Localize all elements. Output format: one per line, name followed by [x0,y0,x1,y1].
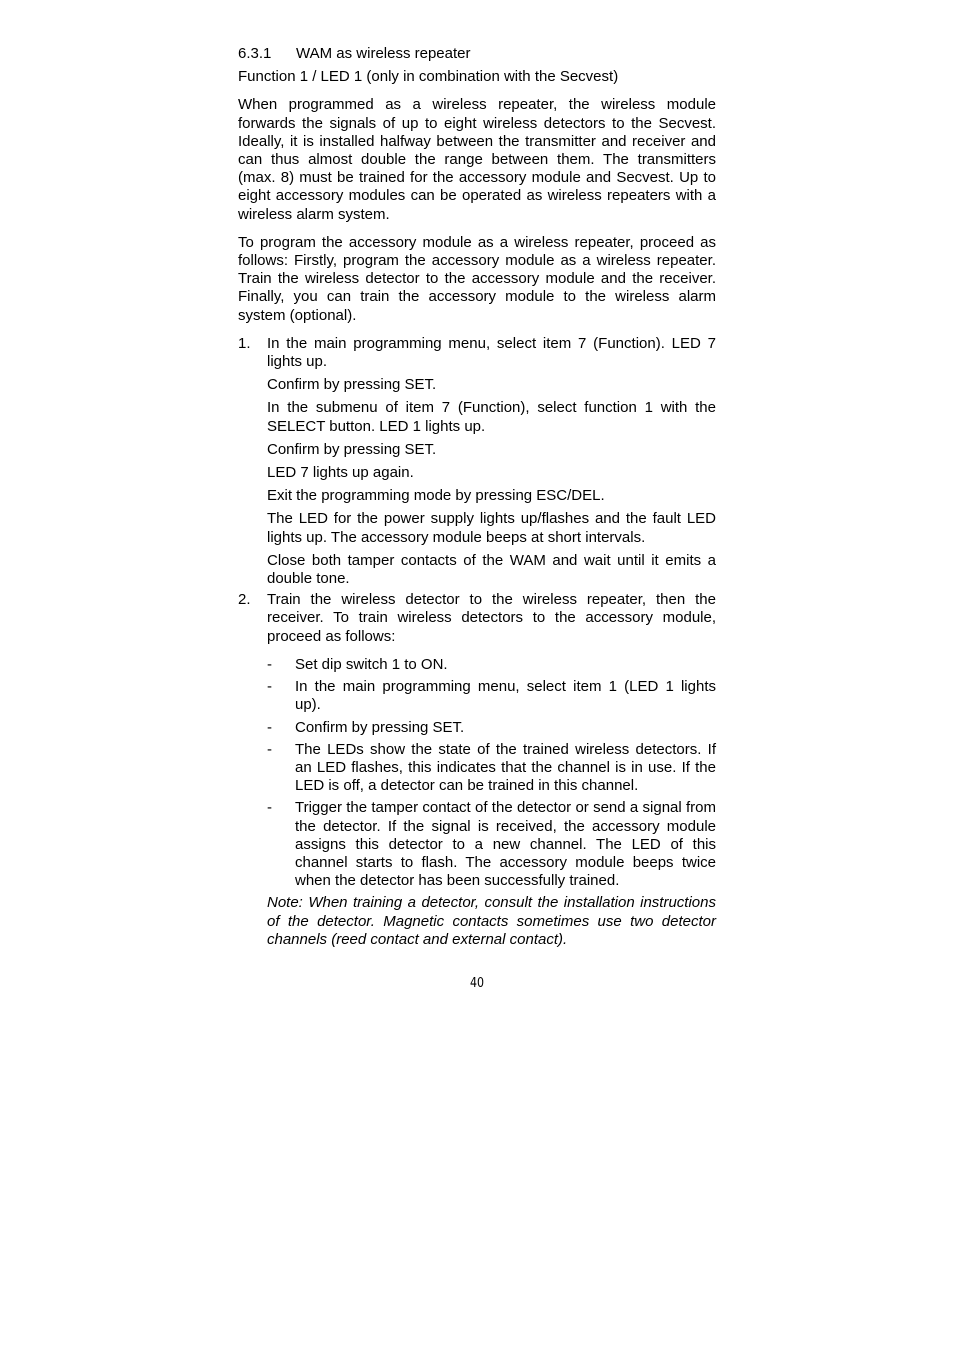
step-number: 1. [238,334,251,352]
dash-bullet: - [267,740,272,758]
page-number: 40 [469,976,485,991]
section-heading [238,45,716,63]
step-2 [238,591,716,949]
step-1-line: The LED for the power supply lights up/flashes and the fault LED lights up. The accessory module beeps at short intervals. [267,510,716,546]
step-1-line: Confirm by pressing SET. [267,440,437,458]
section-title: WAM as wireless repeater [296,45,471,62]
training-note: Note: When training a detector, consult the installation instructions of the detector. Magnetic contacts sometimes use two detector channels (reed contact and external contact). [267,894,716,948]
intro-paragraph: When programmed as a wireless repeater, the wireless module forwards the signals of up to eight wireless detectors to the Secvest. Ideally, it is installed halfway between the transmitter and receiver and can thus almost double the range between them. The transmitters (max. 8) must be trained for the accessory module and Secvest. Up to eight accessory modules can be operated as wireless repeaters with a wireless alarm system. [238,96,716,223]
step-number: 2. [238,591,251,609]
sub-step-text: The LEDs show the state of the trained wireless detectors. If an LED flashes, this indicates that the channel is in use. If the LED is off, a detector can be trained in this channel. [295,740,716,795]
sub-step [267,799,716,890]
step-2-intro: Train the wireless detector to the wireless repeater, then the receiver. To train wireless detectors to the accessory module, proceed as follows: [267,591,716,645]
step-1-content [267,335,716,588]
section-number: 6.3.1 [238,45,272,62]
sub-step-text: Set dip switch 1 to ON. [295,655,448,673]
sub-step-text: Confirm by pressing SET. [295,718,465,736]
sub-step [267,741,716,796]
function-subheading: Function 1 / LED 1 (only in combination with the Secvest) [238,68,619,86]
sub-step [267,719,716,737]
step-1-line: In the main programming menu, select item 7 (Function). LED 7 lights up. [267,334,716,371]
step-list [238,335,716,949]
step-2-content [267,591,716,949]
sub-step-text: In the main programming menu, select item 1 (LED 1 lights up). [295,678,716,714]
step-1-line: LED 7 lights up again. [267,464,414,482]
sub-step [267,678,716,714]
dash-bullet: - [267,799,272,817]
step-1-line: Close both tamper contacts of the WAM and wait until it emits a double tone. [267,551,716,588]
step-1-line: Exit the programming mode by pressing ESC/DEL. [267,487,605,505]
step-1-line: Confirm by pressing SET. [267,376,437,394]
sub-step-list [267,656,716,890]
step-1 [238,335,716,588]
procedure-paragraph: To program the accessory module as a wireless repeater, proceed as follows: Firstly, program the accessory module as a wireless repeater. Train the wireless detector to the accessory module and the receiver. Finally, you can train the accessory module to the wireless alarm system (optional). [238,233,716,324]
dash-bullet: - [267,678,272,696]
step-1-line: In the submenu of item 7 (Function), select function 1 with the SELECT button. LED 1 lights up. [267,399,716,435]
sub-step-text: Trigger the tamper contact of the detector or send a signal from the detector. If the signal is received, the accessory module assigns this detector to a new channel. The LED of this channel starts to flash. The accessory module beeps twice when the detector has been successfully trained. [295,799,716,890]
sub-step [267,656,716,674]
manual-page [238,45,716,949]
dash-bullet: - [267,655,272,673]
dash-bullet: - [267,718,272,736]
